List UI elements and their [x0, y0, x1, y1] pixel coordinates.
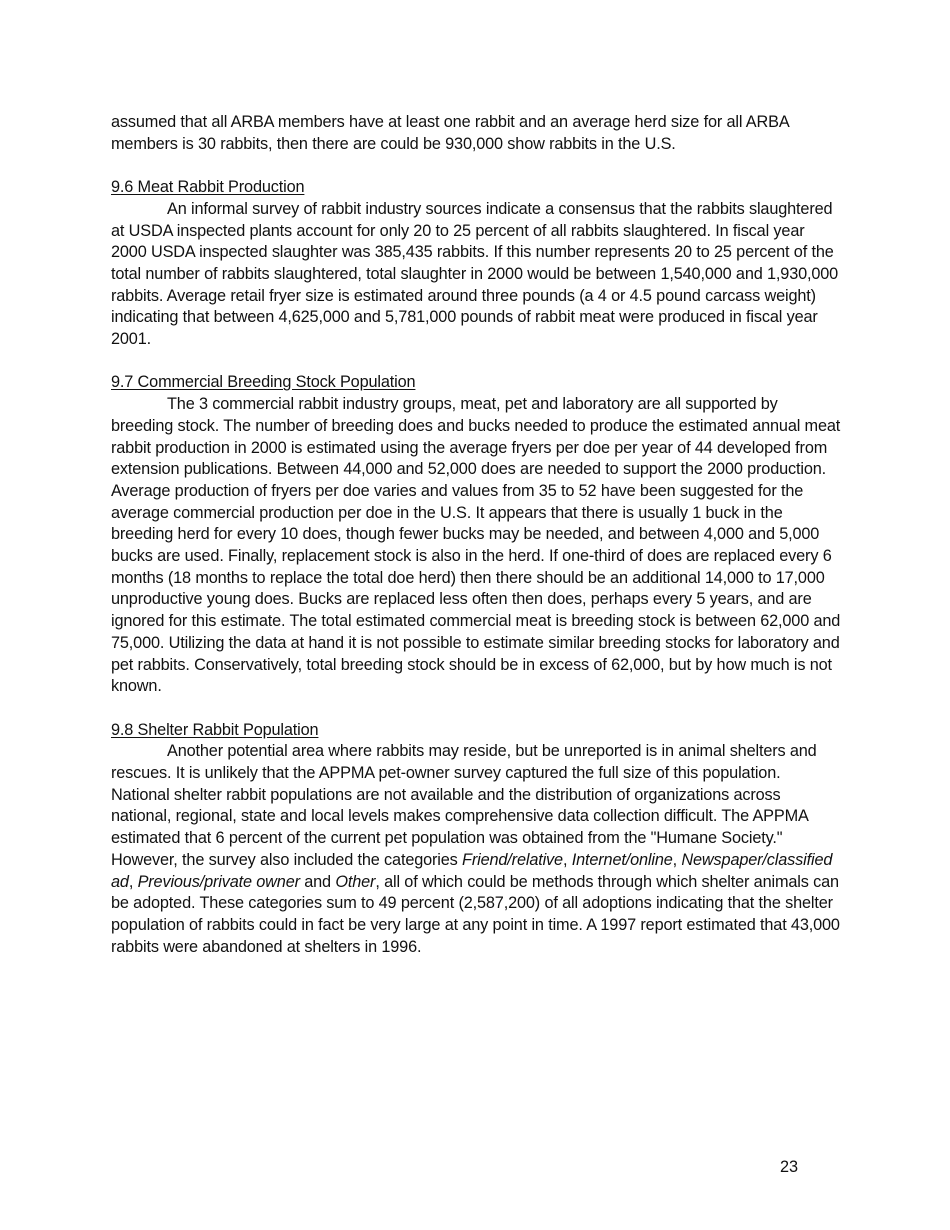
- separator: ,: [128, 872, 138, 891]
- section-heading: 9.6 Meat Rabbit Production: [111, 178, 305, 197]
- page-number: 23: [780, 1158, 799, 1176]
- paragraph-text: Another potential area where rabbits may reside, but be unreported is in animal shelters and rescues. It is unlikely that the APPMA pet-owner survey captured the full size of this population. National shelter rabbit populations are not available and the distribution of organizations across national, regional, state and local levels makes comprehensive data collection difficult. The APPMA estimated that 6 percent of the current pet population was obtained from the "Humane Society." However, the survey also included the categories: [111, 742, 817, 869]
- intro-paragraph: assumed that all ARBA members have at least one rabbit and an average herd size for all ARBA members is 30 rabbits, then there are could be 930,000 show rabbits in the U.S.: [111, 113, 789, 153]
- paragraph-text: , all of which could be methods through which shelter animals can be adopted. These categories sum to 49 percent (2,587,200) of all adoptions indicating that the shelter population of rabbits could in fact be very large at any point in time. A 1997 report estimated that 43,000 rabbits were abandoned at shelters in 1996.: [111, 872, 840, 956]
- category-previous-private-owner: Previous/private owner: [137, 872, 300, 891]
- section-shelter-rabbit-population: [111, 720, 841, 959]
- section-heading: 9.7 Commercial Breeding Stock Population: [111, 373, 416, 392]
- section-paragraph: The 3 commercial rabbit industry groups, meat, pet and laboratory are all supported by breeding stock. The number of breeding does and bucks needed to produce the estimated annual meat rabbit production in 2000 is estimated using the average fryers per doe per year of 44 developed from extension publications. Between 44,000 and 52,000 does are needed to support the 2000 production. Average production of fryers per doe varies and values from 35 to 52 have been suggested for the average commercial production per doe in the U.S. It appears that there is usually 1 buck in the breeding herd for every 10 does, though fewer bucks may be needed, and between 4,000 and 5,000 bucks are used. Finally, replacement stock is also in the herd. If one-third of does are replaced every 6 months (18 months to replace the total doe herd) then there should be an additional 14,000 to 17,000 unproductive young does. Bucks are replaced less often then does, perhaps every 5 years, and are ignored for this estimate. The total estimated commercial meat is breeding stock is between 62,000 and 75,000. Utilizing the data at hand it is not possible to estimate similar breeding stocks for laboratory and pet rabbits. Conservatively, total breeding stock should be in excess of 62,000, but by how much is not known.: [111, 395, 841, 696]
- section-meat-rabbit-production: [111, 177, 841, 351]
- category-internet-online: Internet/online: [571, 850, 673, 869]
- section-heading: 9.8 Shelter Rabbit Population: [111, 720, 319, 739]
- category-friend-relative: Friend/relative: [462, 850, 563, 869]
- separator: ,: [672, 850, 682, 869]
- section-commercial-breeding-stock: [111, 372, 841, 698]
- separator: ,: [562, 850, 572, 869]
- section-paragraph: An informal survey of rabbit industry sources indicate a consensus that the rabbits slaughtered at USDA inspected plants account for only 20 to 25 percent of all rabbits slaughtered. In fiscal year 2000 USDA inspected slaughter was 385,435 rabbits. If this number represents 20 to 25 percent of the total number of rabbits slaughtered, total slaughter in 2000 would be between 1,540,000 and 1,930,000 rabbits. Average retail fryer size is estimated around three pounds (a 4 or 4.5 pound carcass weight) indicating that between 4,625,000 and 5,781,000 pounds of rabbit meat were produced in fiscal year 2001.: [111, 199, 839, 349]
- document-page: [111, 112, 841, 958]
- category-other: Other: [335, 872, 376, 891]
- conjunction: and: [299, 872, 336, 891]
- category-newspaper-classified: Newspaper/classified ad: [111, 850, 833, 891]
- section-paragraph: [111, 741, 841, 958]
